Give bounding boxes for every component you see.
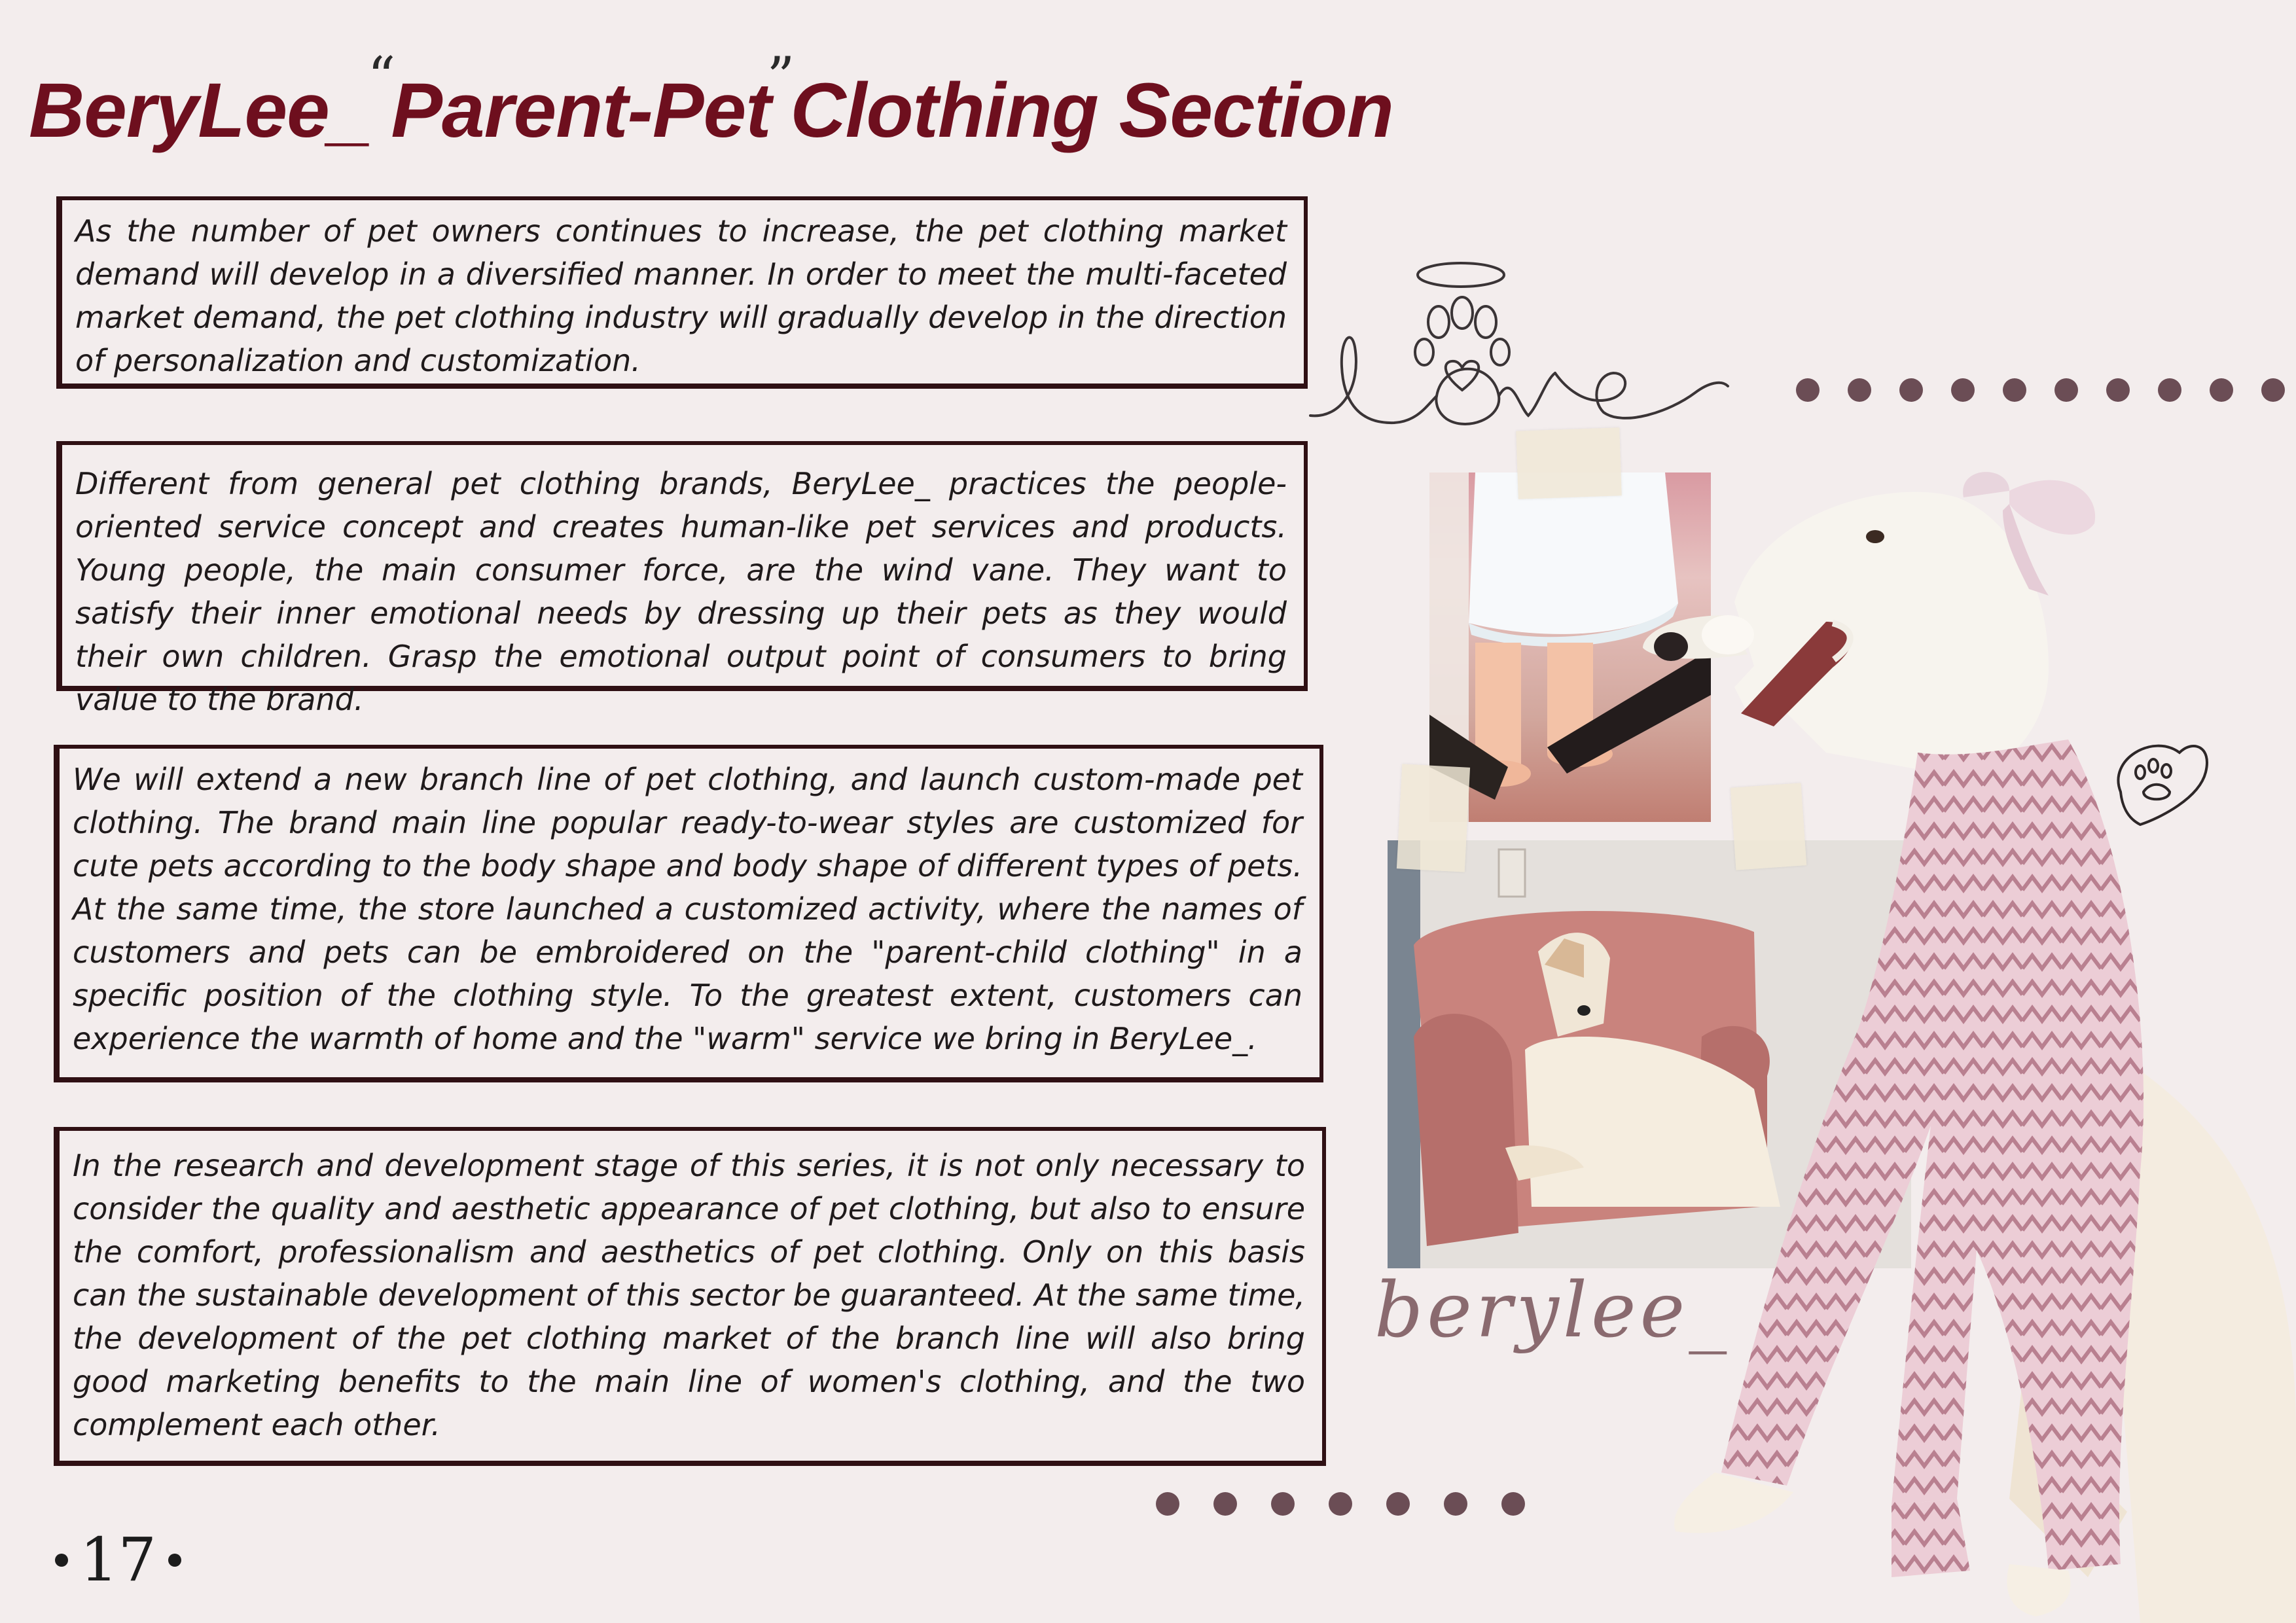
love-script-graphic xyxy=(1302,255,1774,438)
paragraph-1: As the number of pet owners continues to increase, the pet clothing market demand will develop in a diversified manner. In order to meet the multi-faceted market demand, the pet clothing industry will gradually develop in the direction of personalization and customization. xyxy=(75,213,1287,378)
title-suffix: Clothing Section xyxy=(790,67,1393,154)
borzoi-pink-outfit-image xyxy=(1551,452,2296,1623)
title-open-quote: “ xyxy=(367,45,395,109)
paragraph-box-3 xyxy=(54,745,1323,1082)
dot-row-bottom xyxy=(1156,1492,1525,1516)
title-prefix: BeryLee_ xyxy=(29,67,372,154)
page-number-value: 17 xyxy=(80,1525,157,1595)
title-close-quote: ” xyxy=(766,45,795,109)
dot-row-top xyxy=(1796,378,2285,402)
paragraph-box-1 xyxy=(56,196,1308,389)
brand-signature: berylee_ xyxy=(1374,1266,1731,1355)
paragraph-box-2 xyxy=(56,441,1308,717)
paragraph-box-4 xyxy=(54,1127,1326,1466)
paw-heart-icon xyxy=(2118,746,2207,825)
paragraph-3: We will extend a new branch line of pet clothing, and launch custom-made pet clothing. The brand main line popular ready-to-wear styles are customized for cute pets according to the body shape and body shape of different types of pets. At the same time, the store launched a customized activity, where the names of customers and pets can be embroidered on the "parent-child clothing" in a specific position of the clothing style. To the greatest extent, customers can experience the warmth of home and the "warm" service we bring in BeryLee_. xyxy=(73,762,1302,1056)
title-quoted: Parent-Pet xyxy=(391,67,771,154)
paragraph-4: In the research and development stage of this series, it is not only necessary to consider the quality and aesthetic appearance of pet clothing, but also to ensure the comfort, professionalism and aesthetics of pet clothing. Only on this basis can the sustainable development of this sector be guaranteed. At the same time, the development of the pet clothing market of the branch line will also bring good marketing benefits to the main line of women's clothing, and the two complement each other. xyxy=(73,1148,1305,1442)
page-number-right-dot xyxy=(168,1554,181,1567)
page-title xyxy=(29,45,1393,154)
paw-love-icon xyxy=(1415,297,1509,390)
page-number-left-dot xyxy=(55,1554,68,1567)
tape-left xyxy=(1397,764,1470,872)
paragraph-2: Different from general pet clothing brands, BeryLee_ practices the people-oriented service concept and creates human-like pet services and products. Young people, the main consumer force, are the wind vane. They want to satisfy their inner emotional needs by dressing up their pets as they would their own children. Grasp the emotional output point of consumers to bring value to the brand. xyxy=(75,466,1287,717)
page-number xyxy=(55,1525,181,1595)
